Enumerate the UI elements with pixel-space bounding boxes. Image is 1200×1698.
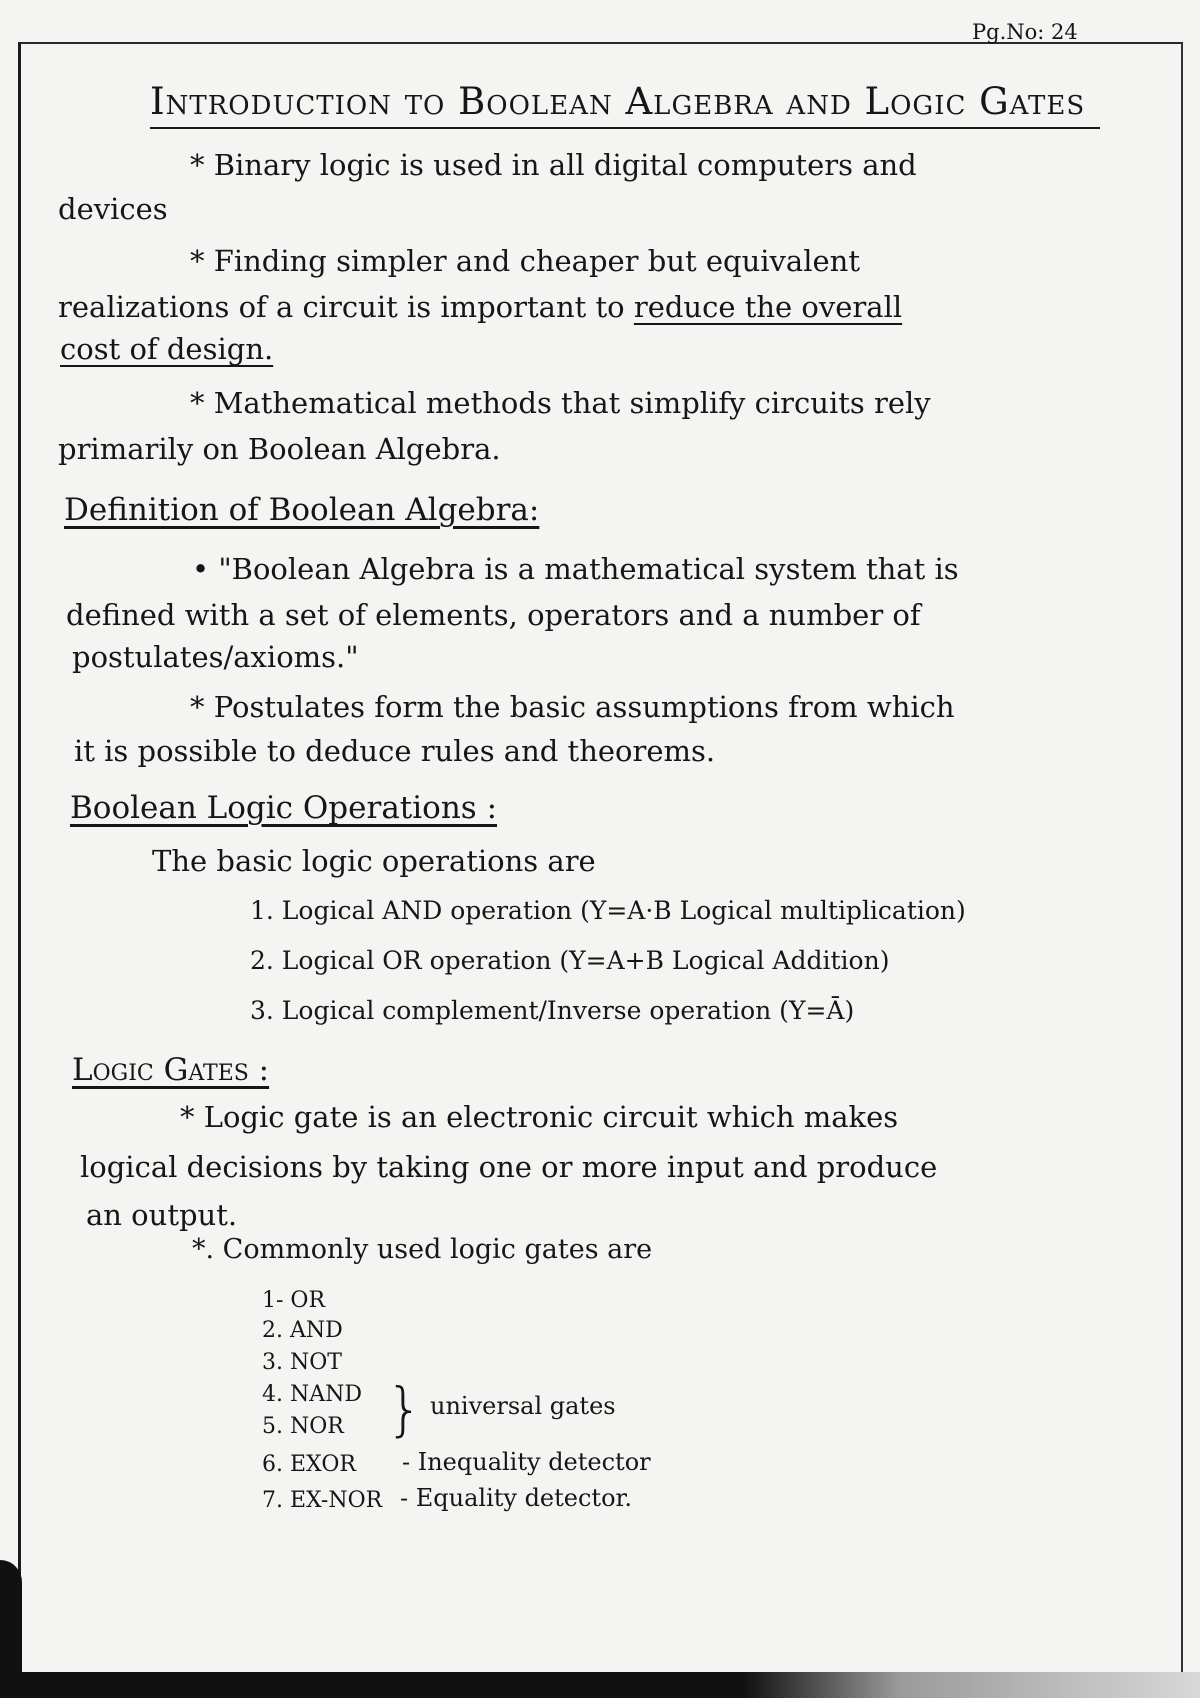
page-number: Pg.No: 24 bbox=[972, 20, 1078, 44]
exnor-note: - Equality detector. bbox=[400, 1484, 632, 1512]
intro-bullet-2-line-1: * Finding simpler and cheaper but equivalent bbox=[190, 244, 860, 278]
logic-gates-heading: Logic Gates : bbox=[72, 1052, 270, 1088]
gate-nand: 4. NAND bbox=[262, 1382, 363, 1407]
intro-bullet-1-line-2: devices bbox=[58, 192, 168, 226]
universal-gates-note: universal gates bbox=[430, 1392, 616, 1420]
intro-bullet-2-line-3 bbox=[60, 332, 273, 366]
gates-definition-line-3: an output. bbox=[86, 1198, 238, 1232]
postulates-line-1: * Postulates form the basic assumptions from which bbox=[190, 690, 955, 724]
intro-bullet-3-line-2: primarily on Boolean Algebra. bbox=[58, 432, 501, 466]
exor-note: - Inequality detector bbox=[402, 1448, 651, 1476]
operation-complement: 3. Logical complement/Inverse operation (Y=Ā) bbox=[250, 996, 855, 1025]
page-title: Introduction to Boolean Algebra and Logic Gates bbox=[150, 80, 1100, 129]
underlined-phrase-cont: cost of design. bbox=[60, 332, 274, 366]
gates-list-intro: *. Commonly used logic gates are bbox=[192, 1234, 653, 1265]
definition-quote-line-2: defined with a set of elements, operators and a number of bbox=[66, 598, 921, 632]
intro-bullet-2-line-2 bbox=[58, 290, 902, 324]
intro-bullet-3-line-1: * Mathematical methods that simplify circuits rely bbox=[190, 386, 931, 420]
underlined-phrase: reduce the overall bbox=[633, 290, 903, 324]
universal-brace: } bbox=[386, 1375, 423, 1443]
postulates-line-2: it is possible to deduce rules and theorems. bbox=[74, 734, 716, 768]
gate-and: 2. AND bbox=[262, 1318, 343, 1343]
gate-nor: 5. NOR bbox=[262, 1414, 344, 1439]
gate-or: 1- OR bbox=[262, 1288, 326, 1313]
gates-definition-line-1: * Logic gate is an electronic circuit which makes bbox=[180, 1100, 899, 1134]
scan-shadow bbox=[0, 1672, 1200, 1698]
operations-heading: Boolean Logic Operations : bbox=[70, 790, 498, 826]
definition-quote-line-1: • "Boolean Algebra is a mathematical system that is bbox=[192, 552, 959, 586]
operations-intro: The basic logic operations are bbox=[152, 844, 596, 878]
operation-and: 1. Logical AND operation (Y=A·B Logical multiplication) bbox=[250, 896, 966, 925]
operation-or: 2. Logical OR operation (Y=A+B Logical Addition) bbox=[250, 946, 890, 975]
gate-not: 3. NOT bbox=[262, 1350, 342, 1375]
gate-exor: 6. EXOR bbox=[262, 1452, 356, 1477]
gate-exnor: 7. EX-NOR bbox=[262, 1488, 383, 1513]
intro-bullet-1-line-1: * Binary logic is used in all digital computers and bbox=[190, 148, 917, 182]
definition-quote-line-3: postulates/axioms." bbox=[72, 640, 359, 674]
intro-bullet-2-line-2-text: realizations of a circuit is important to bbox=[58, 290, 634, 324]
gates-definition-line-2: logical decisions by taking one or more input and produce bbox=[80, 1150, 938, 1184]
definition-heading: Definition of Boolean Algebra: bbox=[64, 492, 540, 528]
